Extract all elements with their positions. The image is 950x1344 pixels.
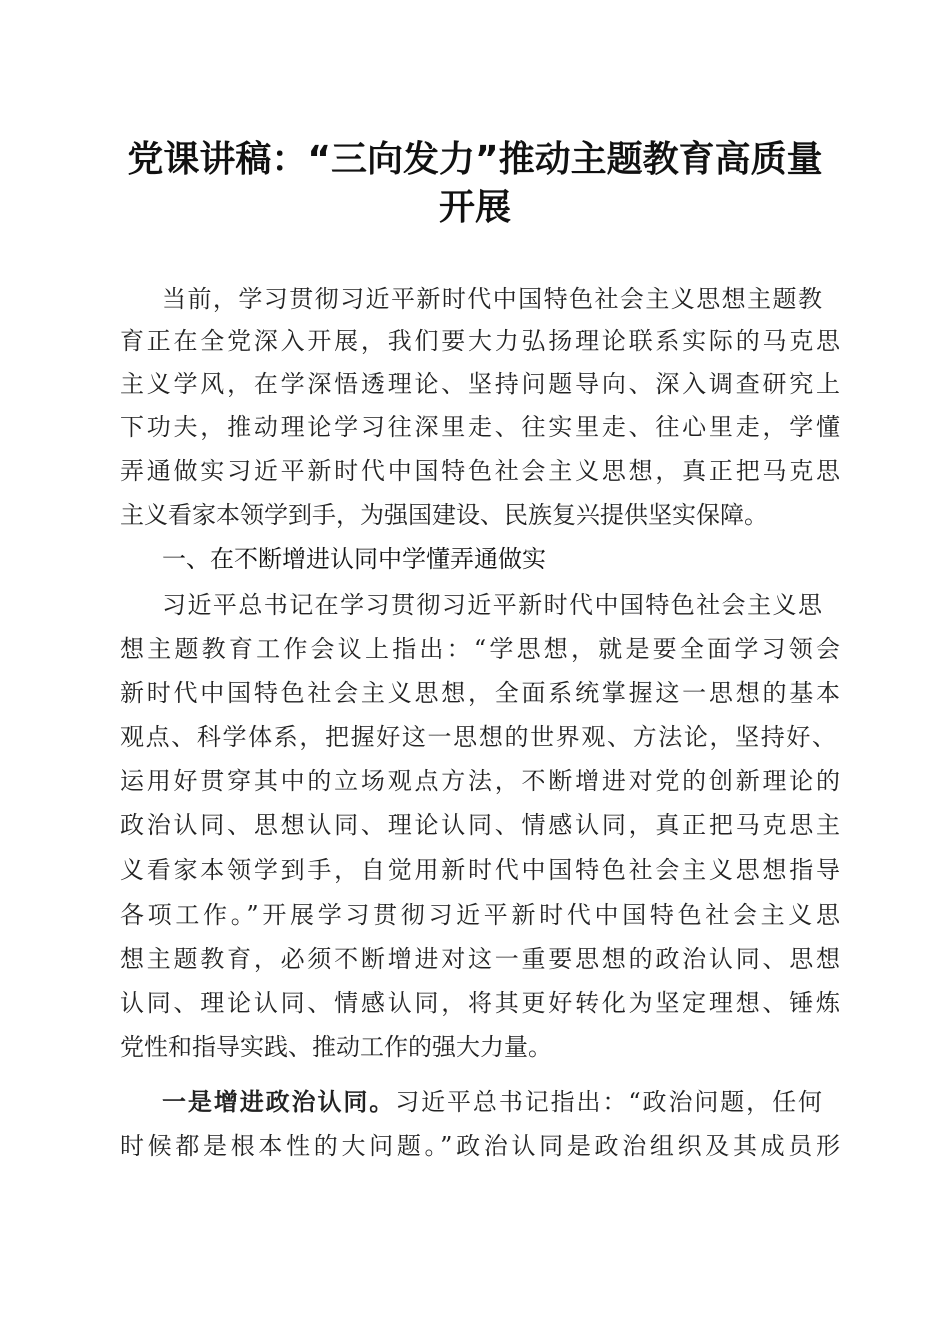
document-title-line-2: 开展 [438,187,511,228]
paragraph-lead-phrase: 一是增进政治认同。 [162,1087,396,1116]
paragraph-line: 当前，学习贯彻习近平新时代中国特色社会主义思想主题教 [162,285,822,313]
paragraph-line: 下功夫，推动理论学习往深里走、往实里走、往心里走，学懂 [120,413,840,441]
paragraph-line-rest: 习近平总书记指出：“政治问题，任何 [395,1088,822,1116]
paragraph-line: 育正在全党深入开展，我们要大力弘扬理论联系实际的马克思 [120,327,840,355]
paragraph-line: 各项工作。”开展学习贯彻习近平新时代中国特色社会主义思 [120,901,840,929]
paragraph-line: 政治认同、思想认同、理论认同、情感认同，真正把马克思主 [120,811,840,839]
paragraph-line: 主义看家本领学到手，为强国建设、民族复兴提供坚实保障。 [120,501,768,529]
paragraph-line: 想主题教育工作会议上指出：“学思想，就是要全面学习领会 [120,635,840,663]
paragraph-line: 想主题教育，必须不断增进对这一重要思想的政治认同、思想 [120,945,840,973]
paragraph-line: 义看家本领学到手，自觉用新时代中国特色社会主义思想指导 [120,856,840,884]
paragraph-line: 弄通做实习近平新时代中国特色社会主义思想，真正把马克思 [120,457,840,485]
paragraph-line: 新时代中国特色社会主义思想，全面系统掌握这一思想的基本 [120,679,840,707]
paragraph-line: 认同、理论认同、情感认同，将其更好转化为坚定理想、锤炼 [120,989,840,1017]
paragraph-line: 习近平总书记在学习贯彻习近平新时代中国特色社会主义思 [162,591,822,619]
paragraph-line: 运用好贯穿其中的立场观点方法，不断增进对党的创新理论的 [120,767,840,795]
document-title-line-1: 党课讲稿：“三向发力”推动主题教育高质量 [127,139,823,180]
paragraph-line: 观点、科学体系，把握好这一思想的世界观、方法论，坚持好、 [120,723,836,751]
paragraph-line: 党性和指导实践、推动工作的强大力量。 [120,1033,552,1061]
paragraph-line: 时候都是根本性的大问题。”政治认同是政治组织及其成员形 [120,1132,840,1160]
paragraph-line: 主义学风，在学深悟透理论、坚持问题导向、深入调查研究上 [120,370,840,398]
section-heading: 一、在不断增进认同中学懂弄通做实 [162,545,546,573]
paragraph-line [162,1087,822,1117]
